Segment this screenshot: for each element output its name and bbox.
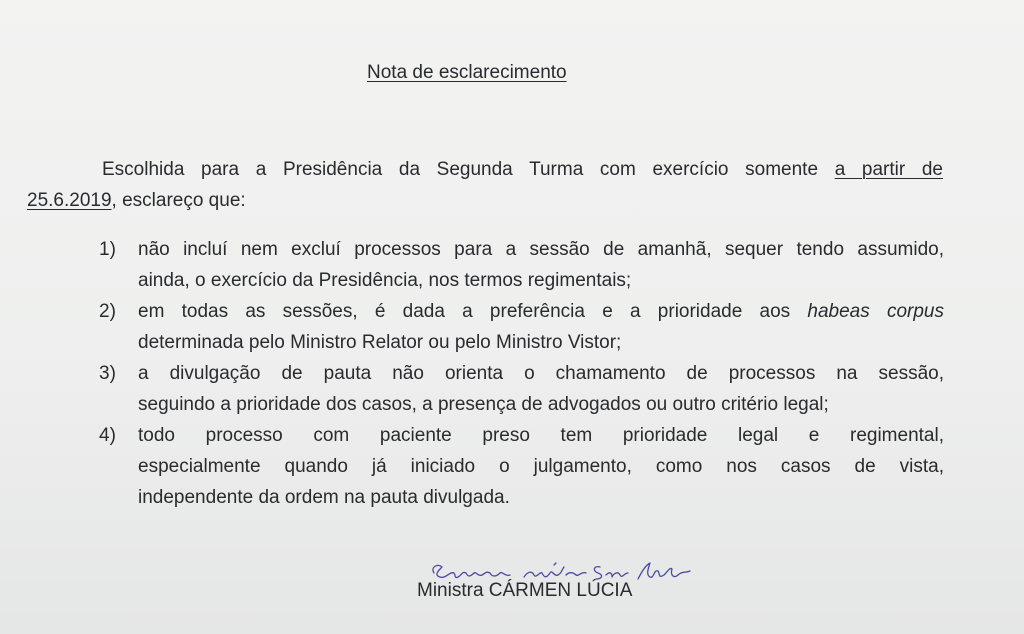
list-item-number: 2)	[99, 301, 116, 322]
list-item-line: ainda, o exercício da Presidência, nos termos regimentais;	[138, 270, 632, 291]
list-item	[99, 296, 944, 358]
list-item-text: em todas as sessões, é dada a preferência e a prioridade aos	[138, 301, 808, 322]
list-item-line: especialmente quando já iniciado o julgamento, como nos casos de vista,	[138, 456, 944, 477]
list-item-line: a divulgação de pauta não orienta o chamamento de processos na sessão,	[138, 363, 944, 384]
intro-line-1	[27, 154, 943, 185]
intro-text: Escolhida para a Presidência da Segunda Turma com exercício somente	[102, 159, 835, 180]
list-item-line: não incluí nem excluí processos para a sessão de amanhã, sequer tendo assumido,	[138, 239, 944, 260]
list-item-number: 3)	[99, 363, 116, 384]
list-item-number: 4)	[99, 425, 116, 446]
intro-date: 25.6.2019	[27, 190, 112, 211]
list-item	[99, 358, 944, 420]
intro-underlined-text: a partir de	[834, 159, 943, 180]
list-item-line: seguindo a prioridade dos casos, a presença de advogados ou outro critério legal;	[138, 394, 829, 415]
numbered-list	[99, 234, 944, 513]
list-item-line: independente da ordem na pauta divulgada.	[138, 487, 510, 508]
intro-line-2	[27, 185, 943, 216]
list-item-number: 1)	[99, 239, 116, 260]
list-item-line	[138, 296, 944, 327]
list-item	[99, 420, 944, 513]
intro-text-end: , esclareço que:	[111, 190, 246, 211]
signer-name: Ministra CÁRMEN LÚCIA	[417, 580, 633, 601]
intro-paragraph	[27, 154, 943, 216]
list-item-italic-text: habeas corpus	[807, 301, 944, 322]
document-title: Nota de esclarecimento	[367, 62, 567, 83]
list-item	[99, 234, 944, 296]
list-item-line: todo processo com paciente preso tem prioridade legal e regimental,	[138, 425, 944, 446]
list-item-line: determinada pelo Ministro Relator ou pelo Ministro Vistor;	[138, 332, 622, 353]
